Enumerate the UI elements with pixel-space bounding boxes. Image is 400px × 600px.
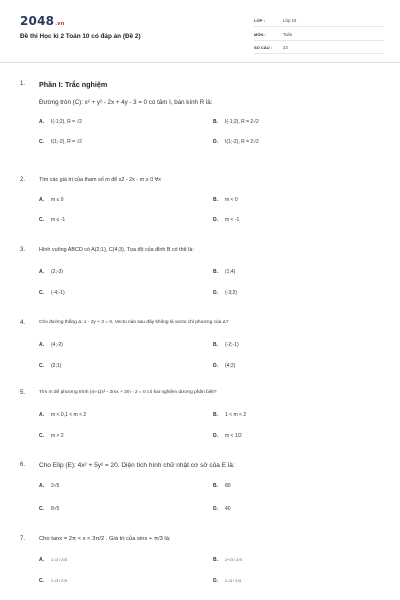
option-a[interactable]: A. (4;-2) xyxy=(39,342,63,348)
option-b[interactable]: B. 2+√3 / 2√5 xyxy=(213,557,243,563)
meta-label: MÔN : xyxy=(254,31,266,37)
meta-label: SỐ CÂU : xyxy=(254,45,272,50)
meta-row-count xyxy=(254,42,384,54)
question-text: Tìm các giá trị của tham số m để x2 - 2x - m ≥ 0 ∀x xyxy=(39,177,161,183)
option-a[interactable]: A. (2;-3) xyxy=(39,269,63,275)
option-d[interactable]: D. (-3;2) xyxy=(213,290,237,296)
header-divider xyxy=(0,62,400,63)
question-5 xyxy=(20,390,385,444)
option-d[interactable]: D. 40 xyxy=(213,506,231,512)
meta-value: Toán xyxy=(283,31,293,37)
question-text: Tìm m để phương trình (m-1)x² - 2mx + 3m - 2 = 0 có hai nghiệm dương phân biệt? xyxy=(39,390,217,395)
option-a[interactable]: A. I(-1;2), R = √2 xyxy=(39,119,82,125)
question-text: Cho tanx = 2π < x < 3π/2 . Giá trị của sinx + π/3 là: xyxy=(39,536,171,542)
question-1 xyxy=(20,81,385,150)
option-b[interactable]: B. m < 0 xyxy=(213,197,238,203)
logo-suffix: .vn xyxy=(55,21,65,27)
option-a[interactable]: A. m < 0,1 < m < 2 xyxy=(39,412,87,418)
question-text: Hình vuông ABCD có A(2;1), C(4;3). Tọa độ của đỉnh B có thể là: xyxy=(39,247,194,253)
option-a[interactable]: A. m ≤ 0 xyxy=(39,197,64,203)
question-6 xyxy=(20,462,385,517)
question-number: 7. xyxy=(20,536,26,542)
question-number: 3. xyxy=(20,247,26,253)
option-b[interactable]: B. (-2;-1) xyxy=(213,342,239,348)
site-logo[interactable] xyxy=(20,14,65,28)
option-c[interactable]: C. (-4;-1) xyxy=(39,290,65,296)
question-number: 2. xyxy=(20,177,26,183)
logo-main: 2048 xyxy=(20,14,55,28)
question-text: Cho đường thẳng Δ: x - 2y + 3 = 0. Vecto nào sau đây không là vecto chỉ phương của Δ? xyxy=(39,320,229,325)
option-b[interactable]: B. (1;4) xyxy=(213,269,236,275)
question-number: 5. xyxy=(20,390,26,396)
option-d[interactable]: D. (4;2) xyxy=(213,363,236,369)
question-number: 4. xyxy=(20,320,26,326)
option-b[interactable]: B. I(-1;2), R = 2√2 xyxy=(213,119,259,125)
question-4 xyxy=(20,320,385,374)
option-c[interactable]: C. m > 2 xyxy=(39,433,64,439)
option-c[interactable]: C. 2-√3 / 2√5 xyxy=(39,578,68,584)
option-d[interactable]: D. I(1;-2), R = 2√2 xyxy=(213,139,259,145)
question-2 xyxy=(20,177,385,228)
question-7 xyxy=(20,536,385,589)
option-d[interactable]: D. m < 1/2 xyxy=(213,433,242,439)
option-c[interactable]: C. (2;1) xyxy=(39,363,62,369)
section-title: Phần I: Trắc nghiệm xyxy=(39,80,108,89)
meta-row-class xyxy=(254,15,384,27)
option-b[interactable]: B. 1 < m < 2 xyxy=(213,412,247,418)
question-number: 6. xyxy=(20,462,26,468)
option-a[interactable]: A. 2-√3 / 2√5 xyxy=(39,557,68,563)
option-b[interactable]: B. 80 xyxy=(213,483,231,489)
option-c[interactable]: C. 8√5 xyxy=(39,506,60,512)
exam-title: Đề thi Học kì 2 Toán 10 có đáp án (Đề 2) xyxy=(20,33,141,40)
exam-header xyxy=(0,0,400,62)
meta-row-subject xyxy=(254,29,384,41)
option-d[interactable]: D. 2-√3 / 2√5 xyxy=(213,578,242,584)
question-number: 1. xyxy=(20,81,26,87)
option-d[interactable]: D. m < -1 xyxy=(213,217,240,223)
meta-value: Lớp 10 xyxy=(283,18,297,23)
option-c[interactable]: C. m ≤ -1 xyxy=(39,217,66,223)
meta-label: LỚP : xyxy=(254,18,265,23)
meta-value: 23 xyxy=(283,45,288,50)
option-a[interactable]: A. 2√5 xyxy=(39,483,60,489)
question-text: Cho Elip (E): 4x² + 5y² = 20. Diện tích hình chữ nhật cơ sở của E là: xyxy=(39,462,235,469)
question-text: Đường tròn (C): x² + y² - 2x + 4y - 3 = 0 có tâm I, bán kính R là: xyxy=(39,99,213,106)
exam-meta xyxy=(254,15,384,56)
question-3 xyxy=(20,247,385,301)
option-c[interactable]: C. I(1;-2), R = √2 xyxy=(39,139,82,145)
